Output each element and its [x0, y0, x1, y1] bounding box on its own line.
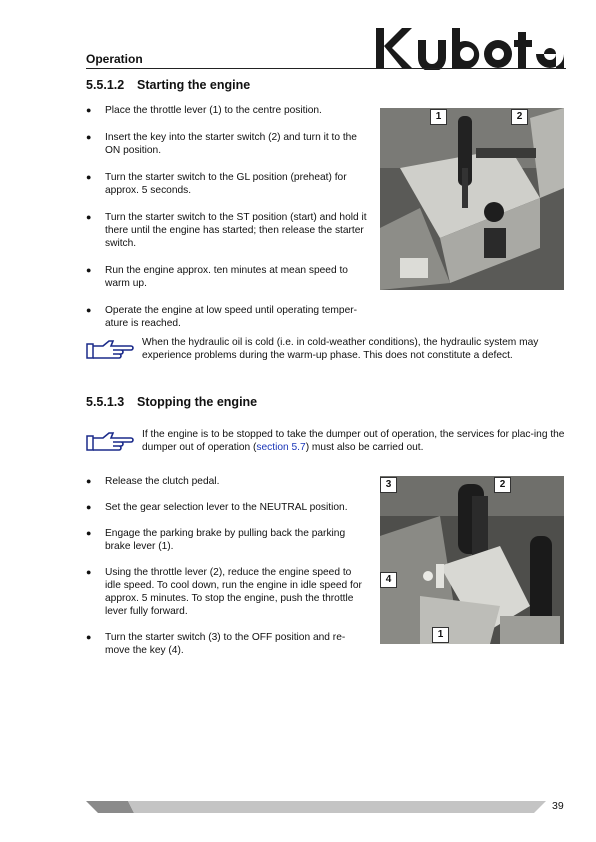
section-label: Operation — [86, 52, 143, 66]
note-text — [142, 428, 566, 454]
section-number: 5.5.1.2 — [86, 78, 125, 92]
list-item: ● Run the engine approx. ten minutes at mean speed to warm up. — [86, 264, 368, 290]
note-text-part: If the engine is to be stopped to take the dumper out of operation, the services for plac-ing the dumper out of operation ( — [142, 429, 565, 453]
list-item: ● Operate the engine at low speed until operating temper-ature is reached. — [86, 304, 368, 330]
section-link[interactable]: section 5.7 — [256, 442, 306, 453]
stopping-steps — [86, 475, 368, 657]
note-out-of-operation — [86, 428, 566, 454]
list-item: ● Engage the parking brake by pulling back the parking brake lever (1). — [86, 527, 368, 553]
note-text-part: ) must also be carried out. — [305, 442, 424, 453]
starting-steps — [86, 104, 368, 330]
section-title: Starting the engine — [137, 78, 251, 92]
list-item: ● Set the gear selection lever to the NEUTRAL position. — [86, 501, 368, 514]
section-title: Stopping the engine — [137, 395, 258, 409]
list-item: ● Using the throttle lever (2), reduce the engine speed to idle speed. To cool down, run the engine in idle speed for approx. 5 minutes. To stop the engine, push the throttle lever fully forward. — [86, 566, 368, 618]
note-cold-oil — [86, 336, 566, 362]
callout-label: 1 — [432, 627, 449, 643]
list-item: ● Place the throttle lever (1) to the centre position. — [86, 104, 368, 117]
kubota-logo — [372, 24, 570, 70]
section-heading-stopping — [86, 395, 257, 409]
list-item: ● Release the clutch pedal. — [86, 475, 368, 488]
footer-bar — [86, 801, 546, 813]
page-number: 39 — [552, 800, 564, 812]
section-heading-starting — [86, 78, 250, 92]
list-item: ● Turn the starter switch to the ST position (start) and hold it there until the engine has started; then release the starter switch. — [86, 211, 368, 250]
callout-label: 3 — [380, 477, 397, 493]
list-item: ● Turn the starter switch (3) to the OFF position and re-move the key (4). — [86, 631, 368, 657]
header-rule — [86, 68, 566, 69]
pointing-hand-icon — [86, 338, 134, 360]
section-number: 5.5.1.3 — [86, 395, 125, 409]
stopping-photo — [380, 476, 564, 644]
list-item: ● Insert the key into the starter switch (2) and turn it to the ON position. — [86, 131, 368, 157]
pointing-hand-icon — [86, 430, 134, 452]
callout-label: 4 — [380, 572, 397, 588]
list-item: ● Turn the starter switch to the GL position (preheat) for approx. 5 seconds. — [86, 171, 368, 197]
note-text: When the hydraulic oil is cold (i.e. in cold-weather conditions), the hydraulic system may experience problems during the warm-up phase. This does not constitute a defect. — [142, 337, 539, 361]
callout-label: 2 — [494, 477, 511, 493]
starting-photo — [380, 108, 564, 290]
callout-label: 2 — [511, 109, 528, 125]
callout-label: 1 — [430, 109, 447, 125]
